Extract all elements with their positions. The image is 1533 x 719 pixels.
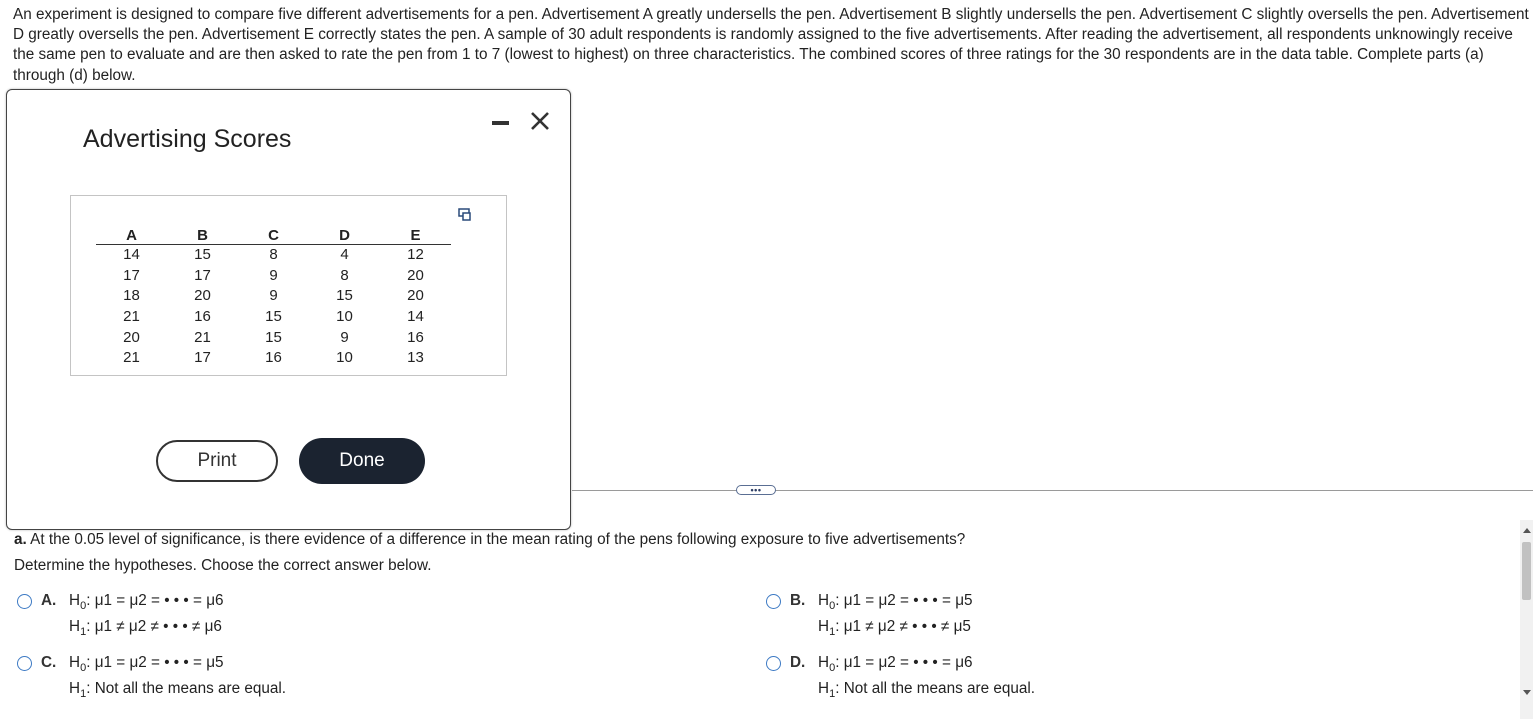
table-cell: 15 [265,328,282,346]
question-text: At the 0.05 level of significance, is there evidence of a difference in the mean rating of the pens following exposure to five advertisements? [30,531,966,548]
table-cell: 20 [123,328,140,346]
column-header-a: A [96,227,167,245]
table-cell: 15 [336,287,353,305]
table-cell: 16 [407,328,424,346]
null-hypothesis: $H_0$: μ1 = μ2 = • • • = μ6 [818,654,973,674]
done-button[interactable]: Done [299,438,425,484]
table-cell: 8 [269,246,278,264]
option-letter: C. [41,654,57,671]
table-cell: 9 [269,266,278,284]
table-cell: 10 [336,349,353,367]
table-cell: 21 [123,308,140,326]
option-letter: D. [790,654,806,671]
answer-option-b[interactable] [766,592,1096,642]
expand-ellipsis-button[interactable]: ••• [736,485,776,495]
answer-option-d[interactable] [766,654,1096,704]
null-hypothesis: $H_0$: μ1 = μ2 = • • • = μ6 [69,592,224,612]
null-hypothesis: $H_0$: μ1 = μ2 = • • • = μ5 [69,654,224,674]
table-cell: 9 [269,287,278,305]
table-row [96,245,451,266]
scores-table [96,227,451,369]
table-cell: 16 [265,349,282,367]
table-cell: 15 [265,308,282,326]
table-row [96,348,451,369]
table-cell: 17 [123,266,140,284]
alternative-hypothesis: $H_1$: Not all the means are equal. [69,680,287,700]
table-cell: 12 [407,246,424,264]
table-cell: 14 [407,308,424,326]
advertising-scores-dialog [6,89,571,530]
column-header-b: B [167,227,238,245]
column-header-e: E [380,227,451,245]
minimize-icon[interactable] [491,112,511,132]
h0-expression: μ1 = μ2 = • • • = μ6 [94,592,224,609]
h0-expression: μ1 = μ2 = • • • = μ5 [843,592,973,609]
table-cell: 20 [194,287,211,305]
close-icon[interactable] [528,109,552,133]
h1-expression: μ1 ≠ μ2 ≠ • • • ≠ μ6 [94,618,222,635]
radio-option-a[interactable] [17,594,32,609]
table-row [96,266,451,287]
table-cell: 21 [123,349,140,367]
radio-option-c[interactable] [17,656,32,671]
table-cell: 13 [407,349,424,367]
answer-option-c[interactable] [17,654,347,704]
alternative-hypothesis: $H_1$: μ1 ≠ μ2 ≠ • • • ≠ μ5 [818,618,971,638]
table-cell: 21 [194,328,211,346]
scores-table-container [70,195,507,376]
table-cell: 4 [340,246,349,264]
h0-expression: μ1 = μ2 = • • • = μ5 [94,654,224,671]
question-part-label: a. [14,531,27,548]
h1-expression: Not all the means are equal. [843,680,1036,697]
scroll-thumb[interactable] [1522,542,1531,600]
radio-option-b[interactable] [766,594,781,609]
table-cell: 8 [340,266,349,284]
scroll-down-icon[interactable] [1523,690,1531,695]
alternative-hypothesis: $H_1$: μ1 ≠ μ2 ≠ • • • ≠ μ6 [69,618,222,638]
table-header-row [96,227,451,245]
vertical-scrollbar[interactable] [1520,520,1533,719]
option-letter: A. [41,592,57,609]
table-cell: 18 [123,287,140,305]
table-row [96,307,451,328]
h0-expression: μ1 = μ2 = • • • = μ6 [843,654,973,671]
problem-statement: An experiment is designed to compare five different advertisements for a pen. Advertisement A greatly undersells the pen. Advertisement B slightly undersells the pen. Advertisement C slightly oversells the pen. Advertisement D greatly oversells the pen. Advertisement E correctly states the pen. A sample of 30 adult respondents is randomly assigned to the five advertisements. After reading the advertisement, all respondents unknowingly receive the same pen to evaluate and are then asked to rate the pen from 1 to 7 (lowest to highest) on three characteristics. The combined scores of three ratings for the 30 respondents are in the data table. Complete parts (a) through (d) below. [13,6,1529,84]
column-header-c: C [238,227,309,245]
table-cell: 9 [340,328,349,346]
table-cell: 20 [407,266,424,284]
h1-expression: Not all the means are equal. [94,680,287,697]
table-row [96,286,451,307]
table-cell: 17 [194,266,211,284]
answer-option-a[interactable] [17,592,347,642]
alternative-hypothesis: $H_1$: Not all the means are equal. [818,680,1036,700]
table-cell: 15 [194,246,211,264]
radio-option-d[interactable] [766,656,781,671]
table-cell: 20 [407,287,424,305]
question-a [14,531,965,549]
null-hypothesis: $H_0$: μ1 = μ2 = • • • = μ5 [818,592,973,612]
table-cell: 16 [194,308,211,326]
print-button[interactable]: Print [156,440,278,482]
table-cell: 10 [336,308,353,326]
table-cell: 14 [123,246,140,264]
section-divider [572,490,1533,491]
option-letter: B. [790,592,806,609]
table-cell: 17 [194,349,211,367]
question-instructions: Determine the hypotheses. Choose the correct answer below. [14,557,432,574]
dialog-title: Advertising Scores [83,125,292,153]
table-row [96,327,451,348]
h1-expression: μ1 ≠ μ2 ≠ • • • ≠ μ5 [843,618,971,635]
column-header-d: D [309,227,380,245]
scroll-up-icon[interactable] [1523,528,1531,533]
